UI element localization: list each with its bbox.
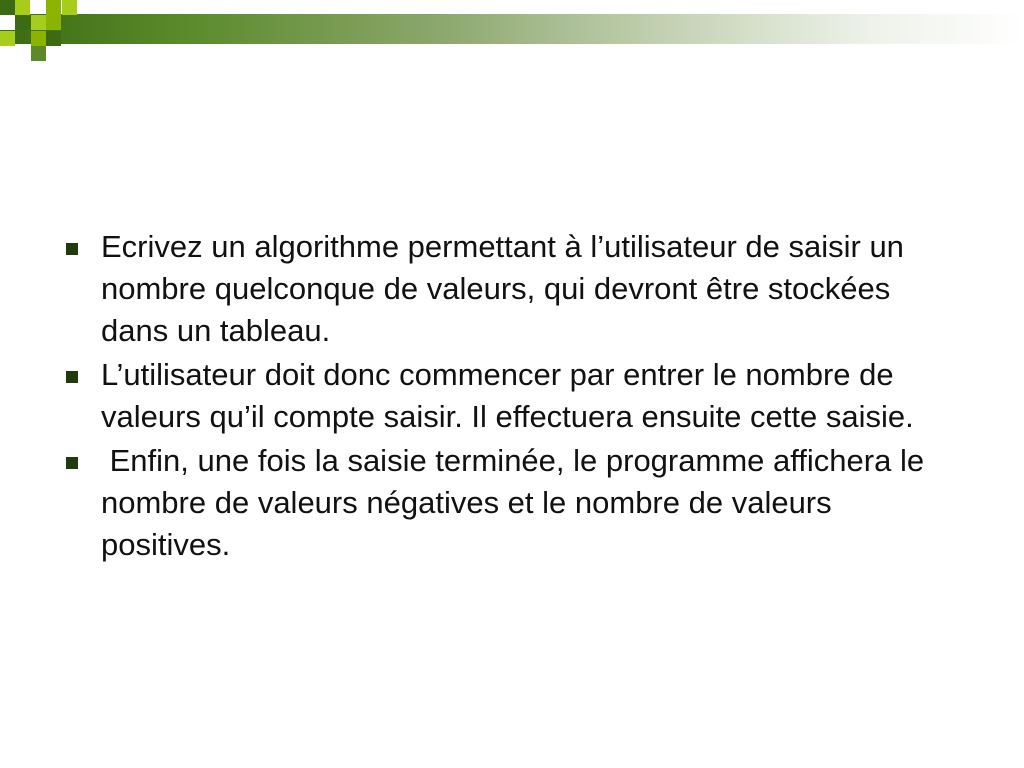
bullet-text: L’utilisateur doit donc commencer par entrer le nombre de valeurs qu’il compte saisir. Il effectuera ensuite cette saisie.	[101, 357, 914, 434]
bullet-item	[62, 440, 962, 566]
logo-square	[15, 15, 30, 30]
header-gradient-band	[0, 14, 1024, 44]
logo-square	[31, 15, 46, 30]
square-bullet-icon	[66, 371, 78, 383]
bullet-list	[62, 226, 962, 568]
bullet-text: Enfin, une fois la saisie terminée, le programme affichera le nombre de valeurs négatives et le nombre de valeurs positives.	[101, 443, 933, 562]
logo-square	[31, 31, 46, 46]
bullet-text: Ecrivez un algorithme permettant à l’utilisateur de saisir un nombre quelconque de valeurs, qui devront être stockées dans un tableau.	[101, 229, 904, 348]
logo-square	[46, 15, 61, 30]
decorative-squares-logo	[0, 0, 80, 62]
logo-square	[46, 0, 61, 15]
logo-square	[46, 31, 61, 46]
logo-square	[0, 31, 15, 46]
logo-square	[0, 15, 15, 30]
logo-square	[15, 0, 30, 15]
logo-square	[62, 0, 77, 15]
bullet-item	[62, 354, 962, 438]
square-bullet-icon	[66, 243, 78, 255]
bullet-item	[62, 226, 962, 352]
logo-square	[31, 46, 46, 61]
square-bullet-icon	[66, 457, 78, 469]
logo-square	[0, 0, 15, 15]
